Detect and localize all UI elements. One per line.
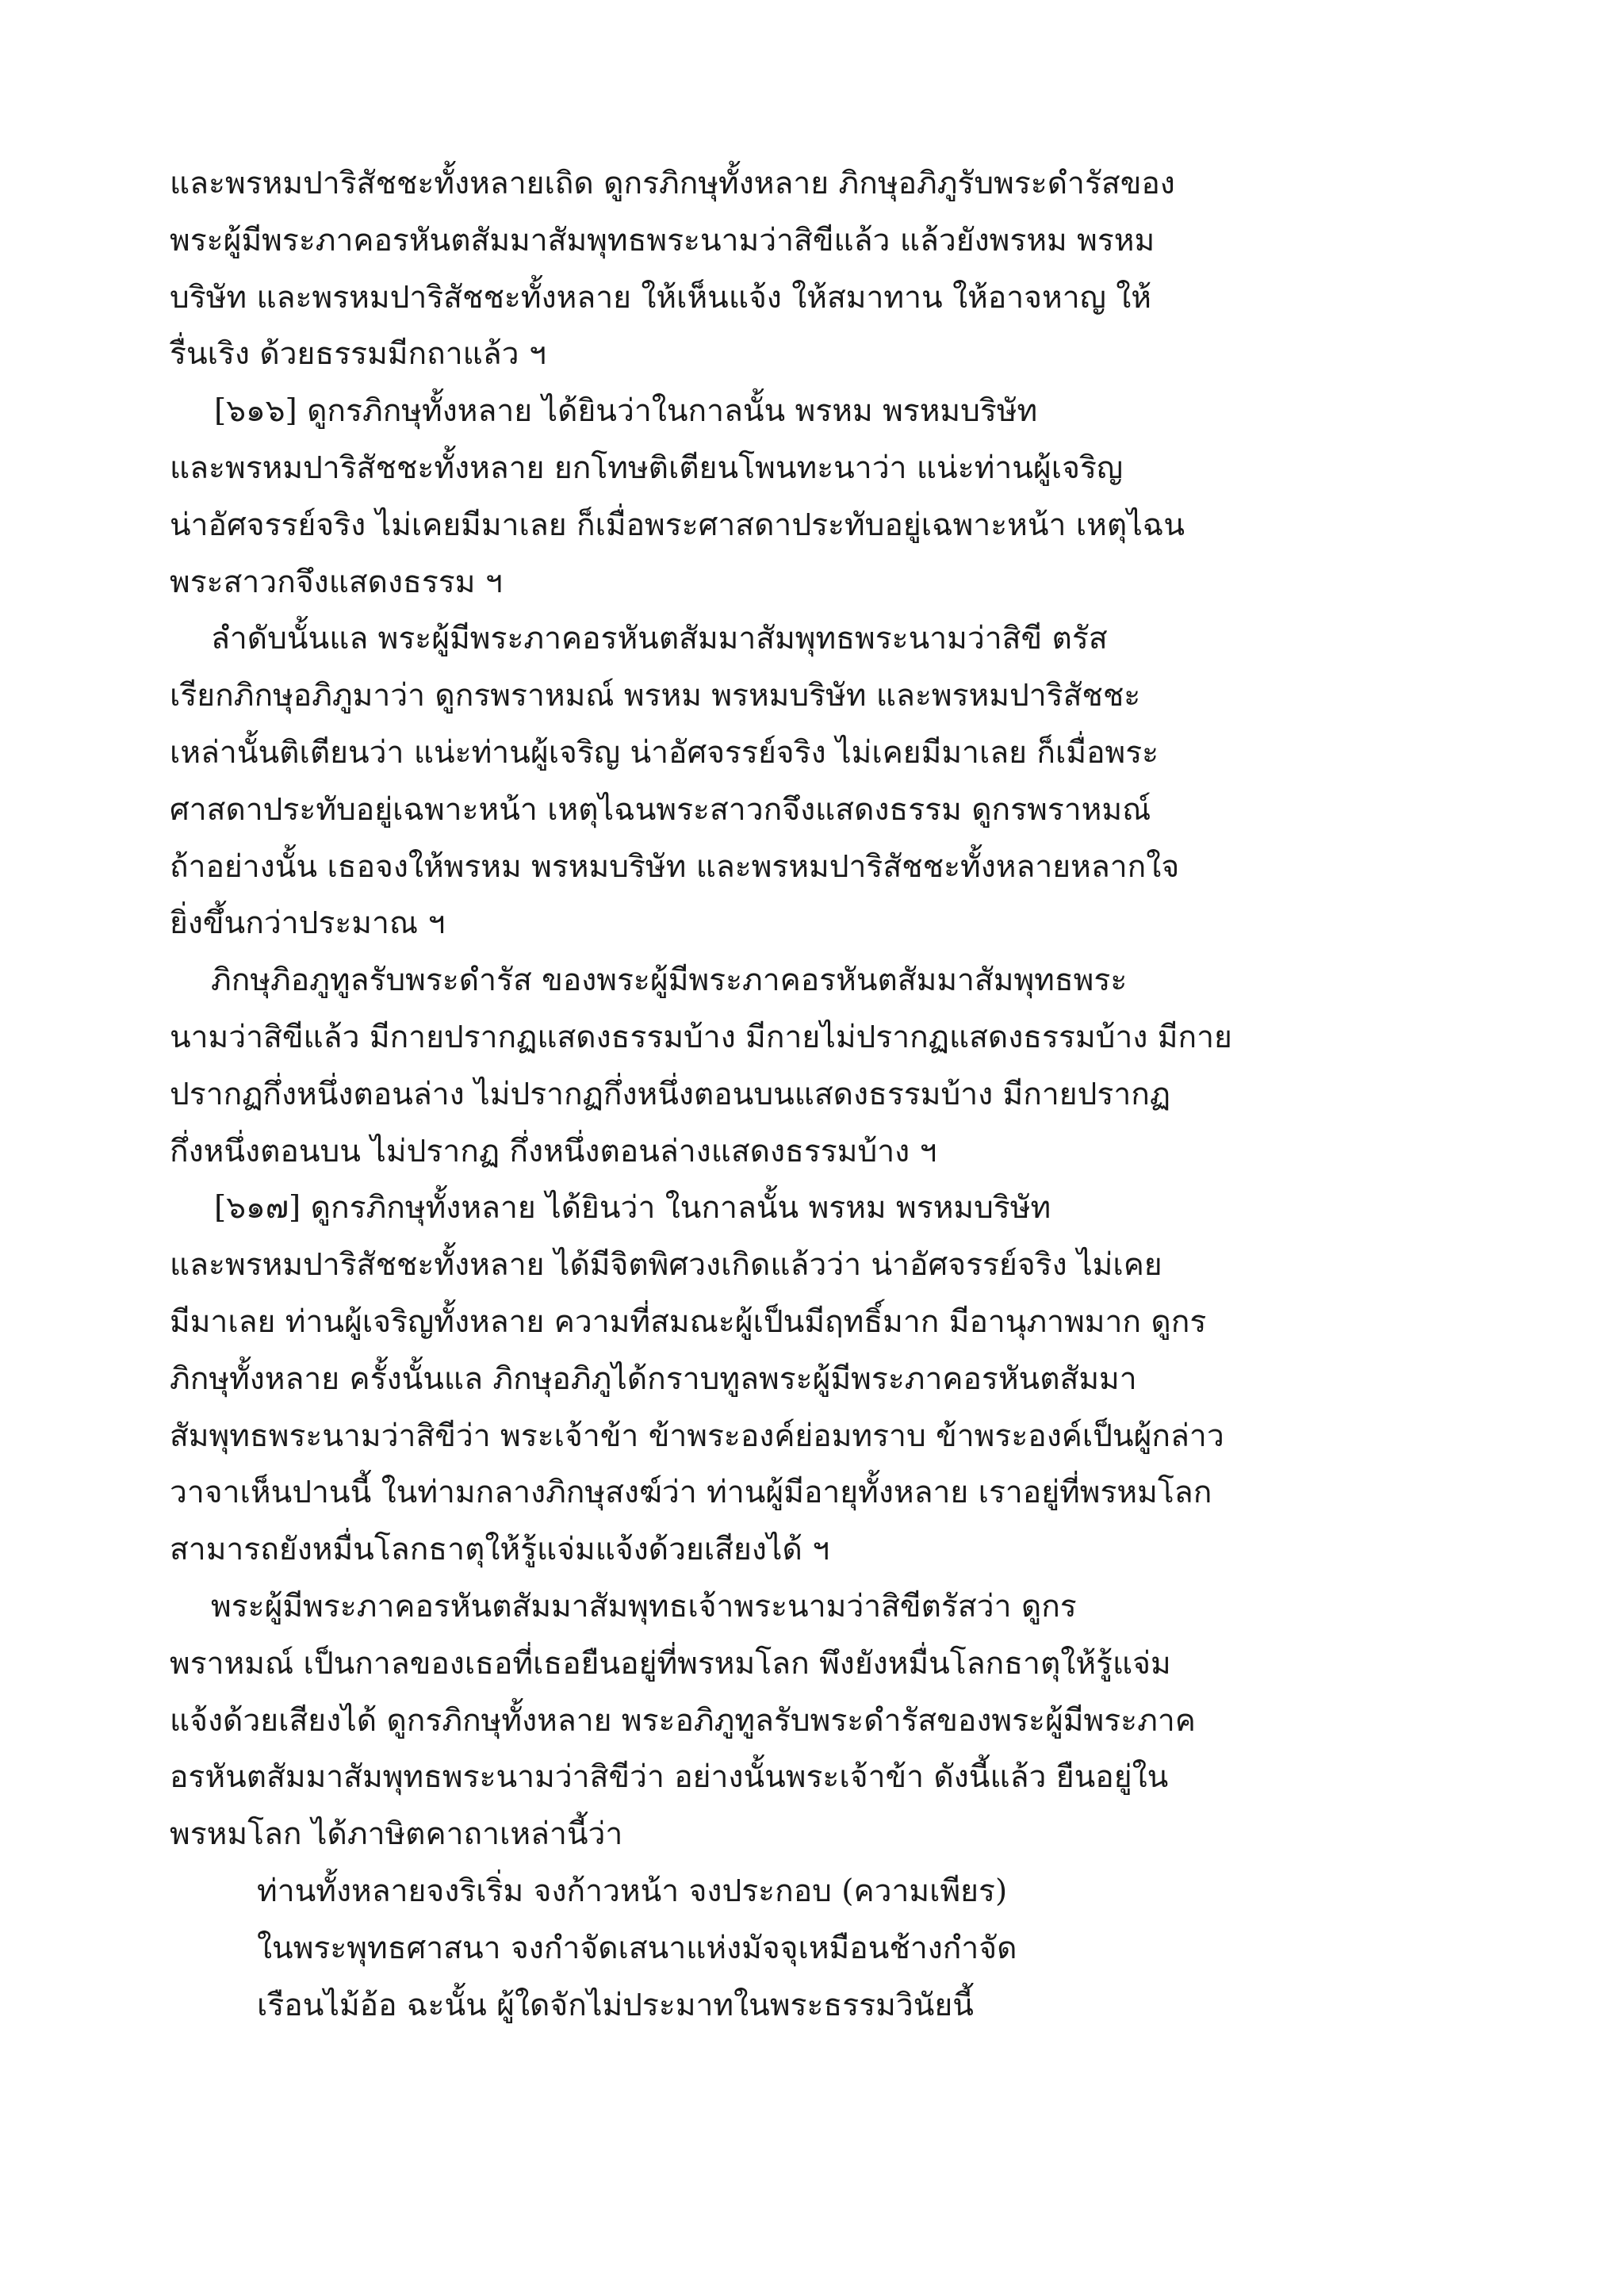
paragraph-start: ลำดับนั้นแล พระผู้มีพระภาคอรหันตสัมมาสัมพุทธพระนามว่าสิขี ตรัส <box>211 621 1108 657</box>
text-line: ศาสดาประทับอยู่เฉพาะหน้า เหตุไฉนพระสาวกจึงแสดงธรรม ดูกรพราหมณ์ <box>170 791 1151 828</box>
text-line: ยิ่งขึ้นกว่าประมาณ ฯ <box>170 905 446 942</box>
text-line: รื่นเริง ด้วยธรรมมีกถาแล้ว ฯ <box>170 336 546 373</box>
text-line: พระสาวกจึงแสดงธรรม ฯ <box>170 564 503 600</box>
text-line: ปรากฏกึ่งหนึ่งตอนล่าง ไม่ปรากฏกึ่งหนึ่งตอนบนแสดงธรรมบ้าง มีกายปรากฏ <box>170 1076 1171 1112</box>
text-line: อรหันตสัมมาสัมพุทธพระนามว่าสิขีว่า อย่างนั้นพระเจ้าข้า ดังนี้แล้ว ยืนอยู่ใน <box>170 1759 1169 1796</box>
paragraph-616-start: [๖๑๖] ดูกรภิกษุทั้งหลาย ได้ยินว่าในกาลนั้น พรหม พรหมบริษัท <box>214 393 1038 430</box>
text-line: มีมาเลย ท่านผู้เจริญทั้งหลาย ความที่สมณะผู้เป็นมีฤทธิ์มาก มีอานุภาพมาก ดูกร <box>170 1303 1207 1340</box>
text-line: เหล่านั้นติเตียนว่า แน่ะท่านผู้เจริญ น่าอัศจรรย์จริง ไม่เคยมีมาเลย ก็เมื่อพระ <box>170 734 1159 771</box>
text-line: สามารถยังหมื่นโลกธาตุให้รู้แจ่มแจ้งด้วยเสียงได้ ฯ <box>170 1532 830 1568</box>
text-line: และพรหมปาริสัชชะทั้งหลายเถิด ดูกรภิกษุทั้งหลาย ภิกษุอภิภูรับพระดำรัสของ <box>170 166 1175 201</box>
body-text <box>170 155 1470 2034</box>
paragraph-617-start: [๖๑๗] ดูกรภิกษุทั้งหลาย ได้ยินว่า ในกาลนั้น พรหม พรหมบริษัท <box>214 1190 1051 1226</box>
text-line: วาจาเห็นปานนี้ ในท่ามกลางภิกษุสงฆ์ว่า ท่านผู้มีอายุทั้งหลาย เราอยู่ที่พรหมโลก <box>170 1475 1212 1511</box>
text-line: กึ่งหนึ่งตอนบน ไม่ปรากฏ กึ่งหนึ่งตอนล่างแสดงธรรมบ้าง ฯ <box>170 1133 937 1169</box>
text-line: เรียกภิกษุอภิภูมาว่า ดูกรพราหมณ์ พรหม พรหมบริษัท และพรหมปาริสัชชะ <box>170 678 1141 714</box>
text-line: พราหมณ์ เป็นกาลของเธอที่เธอยืนอยู่ที่พรหมโลก พึงยังหมื่นโลกธาตุให้รู้แจ่ม <box>170 1645 1171 1682</box>
text-line: บริษัท และพรหมปาริสัชชะทั้งหลาย ให้เห็นแจ้ง ให้สมาทาน ให้อาจหาญ ให้ <box>170 279 1151 316</box>
text-line: พระผู้มีพระภาคอรหันตสัมมาสัมพุทธพระนามว่าสิขีแล้ว แล้วยังพรหม พรหม <box>170 222 1155 258</box>
text-line: พรหมโลก ได้ภาษิตคาถาเหล่านี้ว่า <box>170 1816 623 1853</box>
paragraph-start: พระผู้มีพระภาคอรหันตสัมมาสัมพุทธเจ้าพระนามว่าสิขีตรัสว่า ดูกร <box>211 1588 1077 1624</box>
text-line: และพรหมปาริสัชชะทั้งหลาย ได้มีจิตพิศวงเกิดแล้วว่า น่าอัศจรรย์จริง ไม่เคย <box>170 1247 1162 1284</box>
verse-line: ในพระพุทธศาสนา จงกำจัดเสนาแห่งมัจจุเหมือนช้างกำจัด <box>257 1930 1017 1966</box>
paragraph-start: ภิกษุภิอภูทูลรับพระดำรัส ของพระผู้มีพระภาคอรหันตสัมมาสัมพุทธพระ <box>211 962 1128 999</box>
text-line: สัมพุทธพระนามว่าสิขีว่า พระเจ้าข้า ข้าพระองค์ย่อมทราบ ข้าพระองค์เป็นผู้กล่าว <box>170 1418 1224 1454</box>
text-line: และพรหมปาริสัชชะทั้งหลาย ยกโทษติเตียนโพนทะนาว่า แน่ะท่านผู้เจริญ <box>170 450 1124 486</box>
text-line: นามว่าสิขีแล้ว มีกายปรากฏแสดงธรรมบ้าง มีกายไม่ปรากฏแสดงธรรมบ้าง มีกาย <box>170 1019 1232 1055</box>
text-line: แจ้งด้วยเสียงได้ ดูกรภิกษุทั้งหลาย พระอภิภูทูลรับพระดำรัสของพระผู้มีพระภาค <box>170 1702 1196 1739</box>
text-line: ถ้าอย่างนั้น เธอจงให้พรหม พรหมบริษัท และพรหมปาริสัชชะทั้งหลายหลากใจ <box>170 848 1180 885</box>
verse-line: ท่านทั้งหลายจงริเริ่ม จงก้าวหน้า จงประกอบ (ความเพียร) <box>257 1873 1008 1909</box>
verse-line: เรือนไม้อ้อ ฉะนั้น ผู้ใดจักไม่ประมาทในพระธรรมวินัยนี้ <box>257 1987 974 2023</box>
text-line: น่าอัศจรรย์จริง ไม่เคยมีมาเลย ก็เมื่อพระศาสดาประทับอยู่เฉพาะหน้า เหตุไฉน <box>170 507 1185 543</box>
text-line: ภิกษุทั้งหลาย ครั้งนั้นแล ภิกษุอภิภูได้กราบทูลพระผู้มีพระภาคอรหันตสัมมา <box>170 1360 1137 1397</box>
